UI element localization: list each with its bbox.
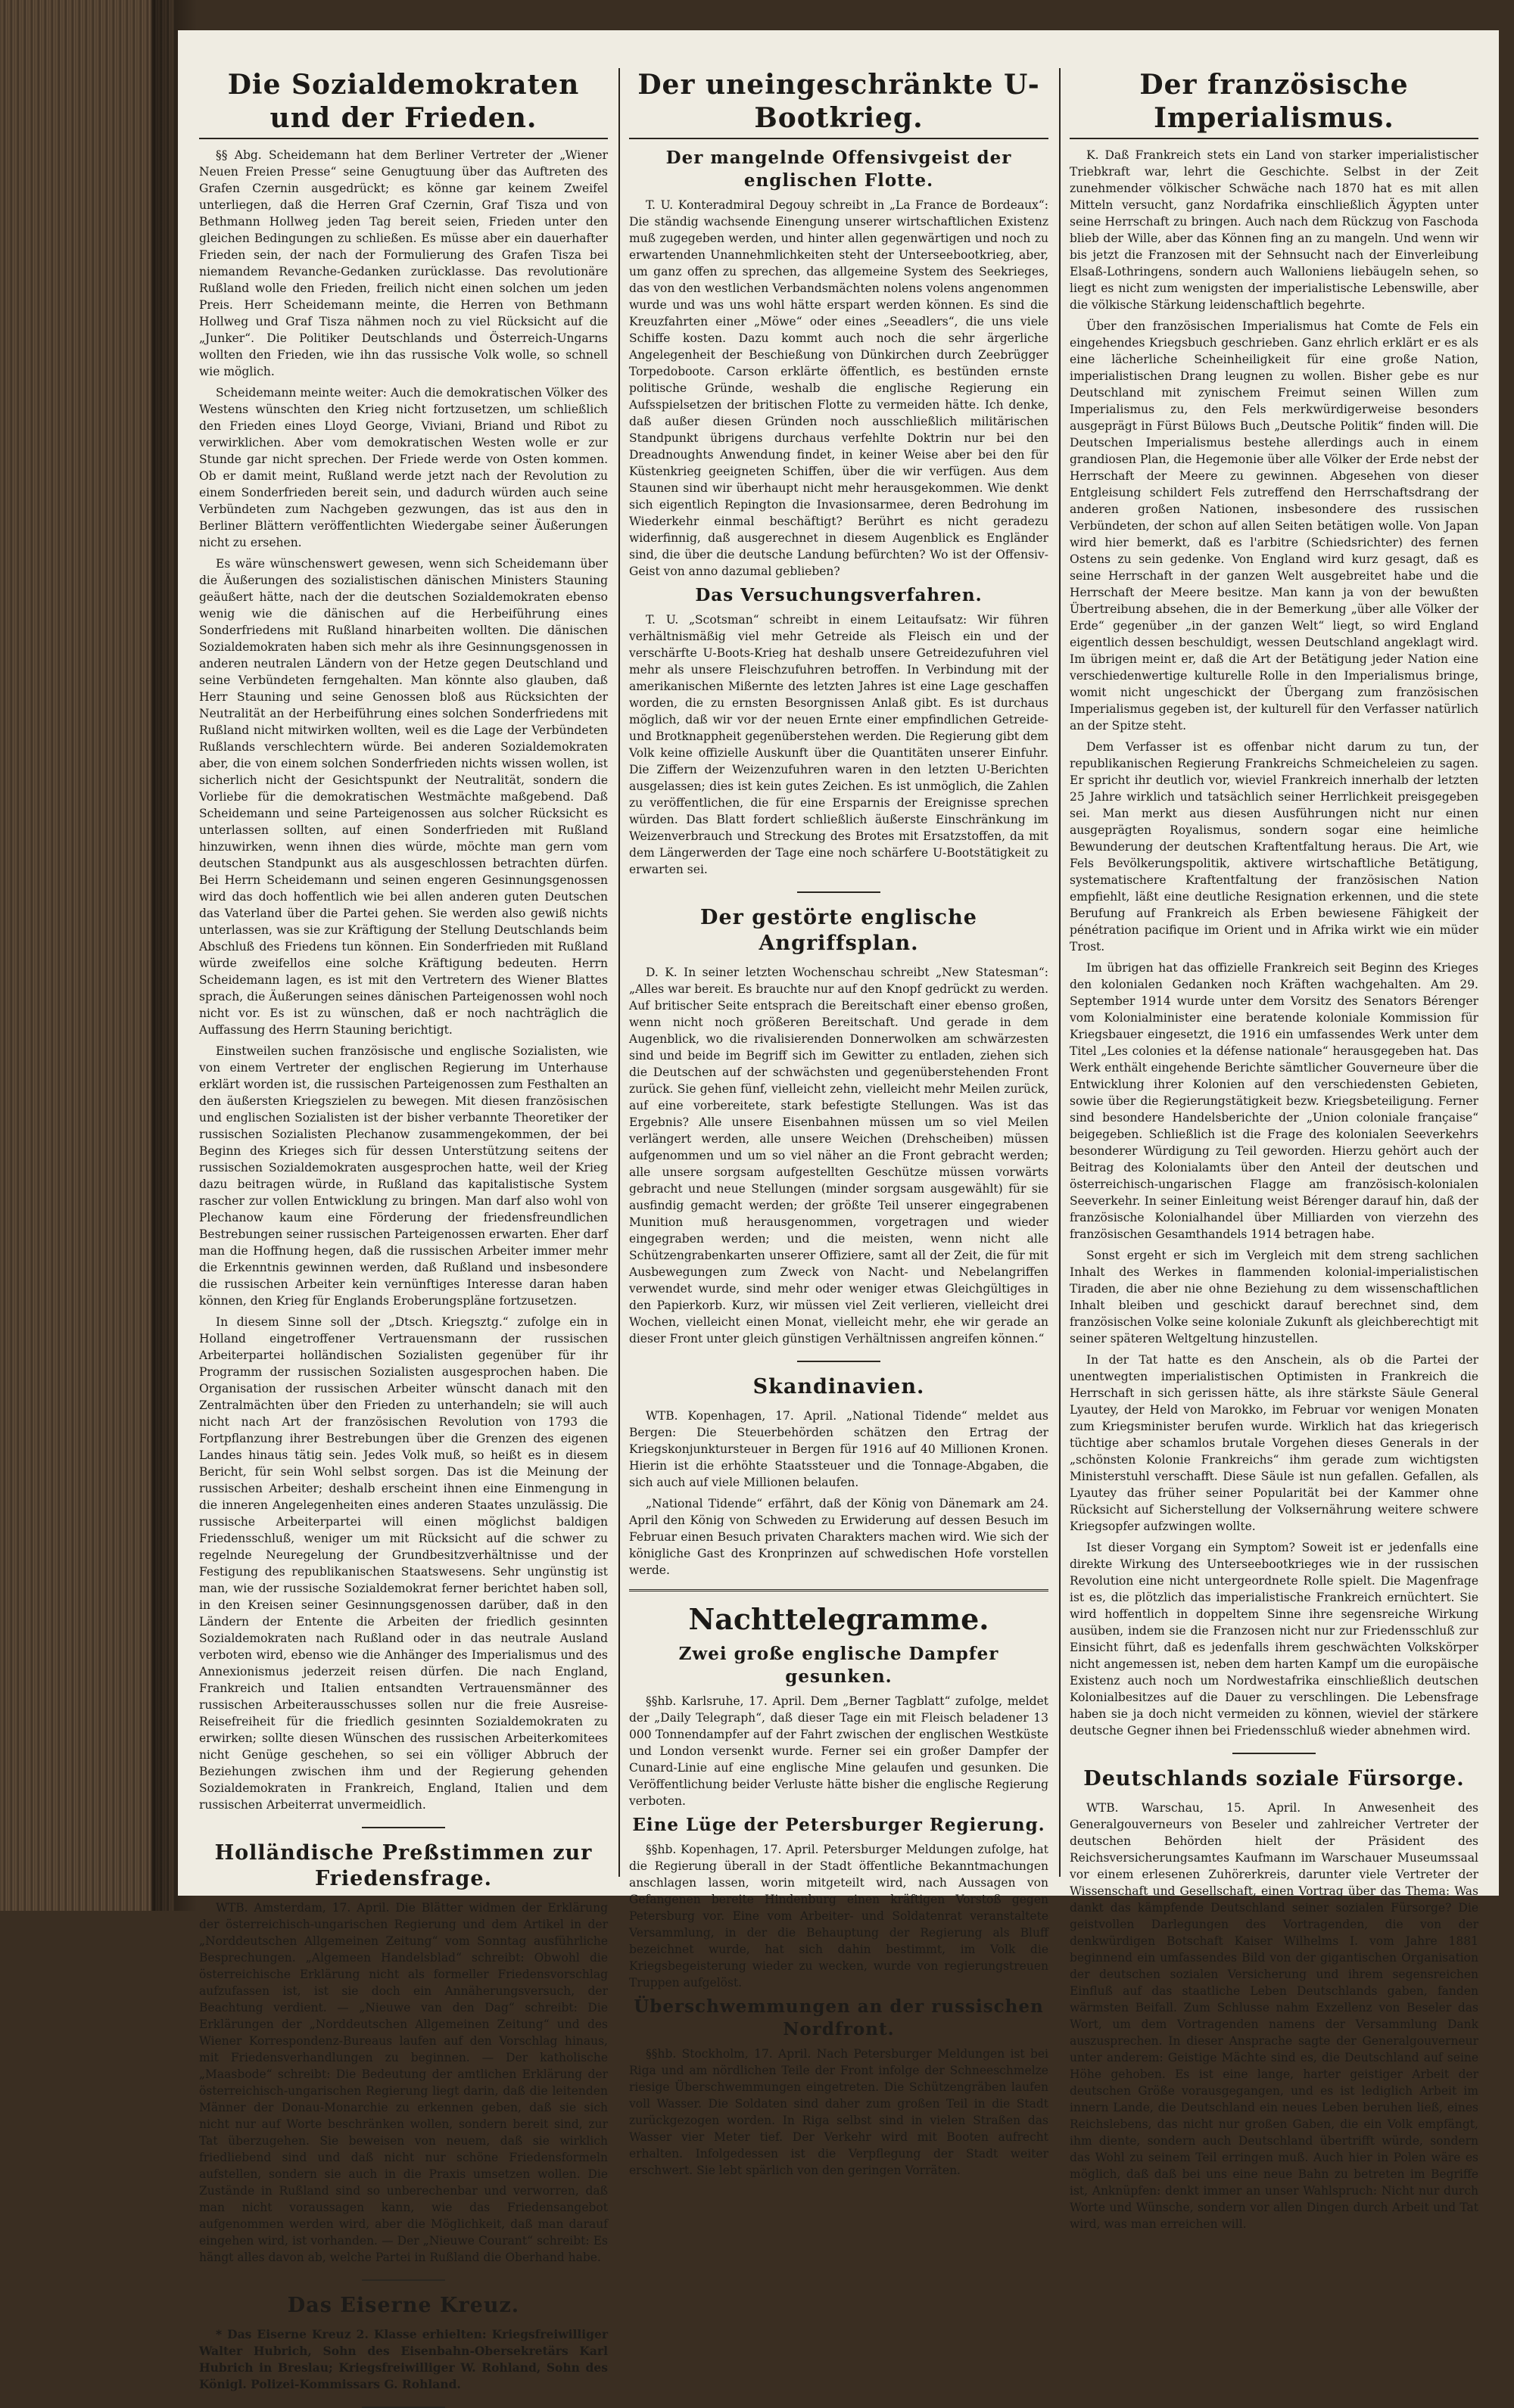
column-area — [199, 68, 1478, 2391]
article-paragraph: §§ Abg. Scheidemann hat dem Berliner Vertreter der „Wiener Neuen Freien Presse“ seine Genugtuung über das Auftreten des Grafen Czernin ausgedrückt; es könne gar keinem Zweifel unterliegen, daß die Herren Graf Czernin, Graf Tisza und von Bethmann Hollweg jeden Tag bereit seien, Frieden unter den gleichen Bedingungen zu schließen. Es müsse aber ein dauerhafter Frieden sein, der nach der Formulierung des Grafen Tisza bei niemandem Revanche-Gedanken zurücklasse. Das revolutionäre Rußland wolle den Frieden, freilich nicht einen solchen um jeden Preis. Herr Scheidemann meinte, die Herren von Bethmann Hollweg und Graf Tisza nähmen noch zu viel Rücksicht auf die „Junker“. Die Politiker Deutschlands und Österreich-Ungarns wollten den Frieden, wie ihn das russische Volk wolle, so schnell wie möglich. — [199, 148, 608, 378]
column-rule — [618, 68, 620, 1877]
headline-eiserne-kreuz: Das Eiserne Kreuz. — [287, 2294, 520, 2317]
subheadline-petersburger-regierung: Eine Lüge der Petersburger Regierung. — [632, 1815, 1045, 1835]
headline-u-bootkrieg: Der uneingeschränkte U-Bootkrieg. — [629, 68, 1048, 139]
headline-hollaendische-pressestimmen: Holländische Preßstimmen zur Friedensfrage. — [214, 1841, 593, 1890]
article-paragraph: WTB. Warschau, 15. April. In Anwesenheit des Generalgouverneurs von Beseler und zahlreicher Vertreter der deutschen Behörden hielt der Präsident des Reichsversicherungsamtes Kaufmann im Warschauer Museumssaal vor einem erlesenen Zuhörerkreis, darunter viele Vertreter der Wissenschaft und Gesellschaft, einen Vortrag über das Thema: Was dankt das kämpfende Deutschland seiner sozialen Fürsorge? Die geistvollen Darlegungen des Vortragenden, die von der denkwürdigen Botschaft Kaiser Wilhelms I. vom Jahre 1881 beginnend ein umfassendes Bild von der gigantischen Organisation der deutschen sozialen Versicherung und ihrem segensreichen Einfluß auf das staatliche Leben Deutschlands gaben, fanden wärmsten Beifall. Zum Schlusse nahm Exzellenz von Beseler das Wort, um dem Vortragenden namens der Versammlung Dank auszusprechen. In dieser Ansprache sagte der Generalgouverneur unter anderem: Geistige Mächte sind es, die Deutschland auf seine Höhe gehoben. Es ist eine lange, harter geistiger Arbeit der deutschen Größe vorausgegangen, und es ist lediglich Arbeit im innern Lande, die Deutschland ein neues Leben beruhen ließ, eines Reichslebens, das nicht nur großen Gaben, die ein Volk empfängt, ihm diente, sondern auch Deutschland übertrifft würde, sondern das Wohl zu seinem Teil erringen muß. Auch hier in Polen wäre es möglich, daß daß bei uns eine neue Bahn zu betreten im Begriffe ist, Anknüpfen: denkt immer an unser Wahlspruch: Nicht nur durch Worte und Wünsche, sondern vor allen Dingen durch Arbeit und Tat wird, was man erreichen will. — [1070, 1801, 1478, 2231]
headline-angriffsplan: Der gestörte englische Angriffsplan. — [700, 906, 977, 955]
section-divider — [362, 2279, 445, 2281]
article-paragraph: „National Tidende“ erfährt, daß der König von Dänemark am 24. April den König von Schweden zu Erwiderung auf dessen Besuch im Februar einen Besuch privaten Charakters machen wird. Wie sich der königliche Gast des Kronprinzen auf schwedischen Hofe vorstellen werde. — [629, 1497, 1048, 1577]
article-paragraph: Sonst ergeht er sich im Vergleich mit dem streng sachlichen Inhalt des Werkes in flammenden kolonial-imperialistischen Tiraden, die aber nie ohne Beziehung zu dem wissenschaftlichen Inhalt bleiben und geschickt darauf berechnet sind, dem französischen Volke seine koloniale Zukunft als gleichberechtigt mit seiner späteren Weltgeltung hinzustellen. — [1070, 1249, 1478, 1346]
article-paragraph: WTB. Kopenhagen, 17. April. „National Tidende“ meldet aus Bergen: Die Steuerbehörden schätzen den Ertrag der Kriegskonjunktursteuer in Bergen für 1916 auf 40 Millionen Kronen. Hierin ist die erhöhte Staatssteuer und die Tonnage-Abgaben, die sich auch auf viele Millionen belaufen. — [629, 1409, 1048, 1489]
article-paragraph: T. U. „Scotsman“ schreibt in einem Leitaufsatz: Wir führen verhältnismäßig viel mehr Getreide als Fleisch ein und der verschärfte U-Boots-Krieg hat deshalb unsere Getreidezufuhren viel mehr als unsere Fleischzufuhren betroffen. In Verbindung mit der amerikanischen Mißernte des letzten Jahres ist eine Lage geschaffen worden, die zu ernsten Besorgnissen Anlaß gibt. Es ist durchaus möglich, daß wir vor der neuen Ernte einer empfindlichen Getreide- und Brotknappheit gegenüberstehen werden. Die Regierung gibt dem Volk keine offizielle Auskunft über die Quantitäten unserer Einfuhr. Die Ziffern der Weizenzufuhren waren in den letzten U-Berichten ausgelassen; dies ist kein gutes Zeichen. Es ist unmöglich, die Zahlen zu veröffentlichen, die für eine Ersparnis der Ereignisse sprechen würden. Das Blatt fordert schließlich äußerste Einschränkung im Weizenverbrauch und Streckung des Brotes mit Ersatzstoffen, da mit dem Längerwerden der Tage eine noch schärfere U-Bootstätigkeit zu erwarten sei. — [629, 613, 1048, 876]
article-paragraph: §§hb. Stockholm, 17. April. Nach Petersburger Meldungen ist bei Riga und am nördlichen Teile der Front infolge der Schneeschmelze riesige Überschwemmungen eingetreten. Die Schützengräben laufen voll Wasser. Die Soldaten sind daher zum großen Teil in die Stadt zurückgezogen worden. In Riga selbst sind in vielen Straßen das Wasser vier Meter tief. Der Verkehr wird mit Booten aufrecht erhalten. Infolgedessen ist die Verpflegung der Stadt weiter erschwert. Sie lebt spärlich von den geringen Vorräten. — [629, 2047, 1048, 2177]
headline-soziale-fuersorge: Deutschlands soziale Fürsorge. — [1083, 1767, 1465, 1790]
article-paragraph: Ist dieser Vorgang ein Symptom? Soweit ist er jedenfalls eine direkte Wirkung des Unterseebootkrieges wie in der russischen Revolution eine nicht untergeordnete Rolle spielt. Die Magenfrage ist es, die plötzlich das imperialistische Frankreich ernüchtert. Sie wird hoffentlich in doppeltem Sinne ihre segensreiche Wirkung ausüben, indem sie die Franzosen nicht nur zur Friedensschluß zur Einsicht führt, daß es jedenfalls ihrem geschwächten Volkskörper nicht angemessen ist, neben dem harten Kampf um die europäische Existenz auch noch um Nordwestafrika einschließlich deutschen Kolonialbesitzes auf die Dauer zu verschlingen. Die Lebensfrage haben sie ja doch nicht vermeiden zu können, wieviel der stärkere deutsche Gegner ihnen bei Friedensschluß wieder abnehmen wird. — [1070, 1541, 1478, 1738]
article-paragraph: K. Daß Frankreich stets ein Land von starker imperialistischer Triebkraft war, lehrt die Geschichte. Selbst in der Zeit zunehmender völkischer Schwäche nach 1870 hat es mit allen Mitteln versucht, ganz Nordafrika einschließlich Ägypten unter seine Herrschaft zu bringen. Auch nach dem Rückzug von Faschoda blieb der Wille, aber das Können fing an zu mangeln. Und wenn wir bis jetzt die Franzosen mit der Sehnsucht nach der Einverleibung Elsaß-Lothringens, sondern auch Walloniens liebäugeln sehen, so liegt es nicht zum wenigsten der imperialistische Lebenswille, aber die völkische Stärkung leidenschaftlich begehrte. — [1070, 148, 1478, 312]
headline-franzoesischer-imperialismus: Der französische Imperialismus. — [1070, 68, 1478, 139]
column-rule — [1059, 68, 1061, 1877]
article-paragraph: Dem Verfasser ist es offenbar nicht darum zu tun, der republikanischen Regierung Frankreichs Schmeicheleien zu sagen. Er spricht ihr deutlich vor, wieviel Frankreich innerhalb der letzten 25 Jahre wirklich und tatsächlich seiner Herrlichkeit preisgegeben sei. Man merkt aus diesen Ausführungen nicht nur einen ausgeprägten Royalismus, sondern sogar eine heimliche Bewunderung der deutschen Kraftentfaltung heraus. Die Art, wie Fels Bevölkerungspolitik, aktivere wirtschaftliche Betätigung, systematischere Kraftentfaltung der französischen Nation empfiehlt, läßt eine deutliche Resignation erkennen, und die stete Berufung auf Frankreich als Erben bewiesene Fähigkeit der pénétration pacifique im Orient und in Afrika wirkt wie ein müder Trost. — [1070, 740, 1478, 954]
article-paragraph: D. K. In seiner letzten Wochenschau schreibt „New Statesman“: „Alles war bereit. Es brauchte nur auf den Knopf gedrückt zu werden. Auf britischer Seite entsprach die Bereitschaft einer ebenso großen, wenn nicht noch größeren Bereitschaft. Und gerade in dem Augenblick, wo die rivalisierenden Donnerwolken am schwärzesten sind und beide im Begriff sich im Gewitter zu entladen, ziehen sich die Deutschen auf der schwächsten und gegenüberstehenden Front zurück. Sie gehen fünf, vielleicht zehn, vielleicht mehr Meilen zurück, auf eine vorbereitete, stark befestigte Stellungen. Was ist das Ergebnis? Alle unsere Eisenbahnen müssen um so viel Meilen verlängert werden, alle unsere Weichen (Drehscheiben) müssen aufgenommen und um so viel näher an die Front gebracht werden; alle unsere sorgsam aufgestellten Geschütze müssen vorwärts gebracht und neue Stellungen (minder sorgsam ausgewählt) für sie ausfindig gemacht werden; der größte Teil unserer eingegrabenen Munition muß herausgenommen, vorgetragen und wieder eingegraben werden; und die meisten, wenn nicht alle Schützengrabenkarten unserer Offiziere, samt all der Zeit, die für mit Ausbewegungen zum Zweck von Nacht- und Nebelangriffen verwendet wurde, sind mehr oder weniger etwas Gleichgültiges in den Papierkorb. Kurz, wir müssen viel Zeit verlieren, vielleicht drei Wochen, vielleicht einen Monat, vielleicht mehr, ehe wir gerade an dieser Front unter gleich günstigen Verhältnissen angreifen können.“ — [629, 966, 1048, 1346]
section-divider — [797, 1361, 880, 1362]
subheadline-ueberschwemmungen: Überschwemmungen an der russischen Nordfront. — [634, 1996, 1044, 2039]
column-right — [1070, 68, 1478, 2231]
newspaper-page — [178, 30, 1499, 2391]
article-paragraph: §§hb. Kopenhagen, 17. April. Petersburger Meldungen zufolge, hat die Regierung überall in der Stadt öffentliche Bekanntmachungen anschlagen lassen, worin mitgeteilt wird, nach Aussagen von Gefangenen bereite Hindenburg einen kräftigen Vorstoß gegen Petersburg vor. Eine vom Arbeiter- und Soldatenrat veranstaltete Versammlung, in der die Behauptung der Regierung als Bluff bezeichnet wurde, hat sich dahin bestimmt, im Volk die Kriegsbegeisterung wieder zu wecken, wurde von regierungstreuen Truppen aufgelöst. — [629, 1843, 1048, 1990]
banner-rule — [629, 1589, 1048, 1591]
article-paragraph: In der Tat hatte es den Anschein, als ob die Partei der unentwegten imperialistischen Optimisten in Frankreich die Herrschaft in sich gerissen hätte, als ihre stärkste Säule General Lyautey, der Held von Marokko, im Februar vor wenigen Monaten zum Kriegsminister berufen wurde. Wirklich hat das kriegerisch tüchtige aber schamlos brutale Vorgehen dieses Generals in der „schönsten Kolonie Frankreichs“ ihm gerade zum wichtigsten Ministerstuhl verschafft. Diese Säule ist nun gefallen. Gefallen, als Lyautey das früher seiner Popularität bei der Kammer ohne Rücksicht auf Sicherstellung der Volksernährung weitere schwere Kriegsopfer aufzwingen wollte. — [1070, 1353, 1478, 1533]
column-middle — [629, 68, 1048, 2177]
headline-sozialdemokraten: Die Sozialdemokraten und der Frieden. — [199, 68, 608, 139]
headline-skandinavien: Skandinavien. — [752, 1375, 925, 1398]
article-paragraph: T. U. Konteradmiral Degouy schreibt in „La France de Bordeaux“: Die ständig wachsende Einengung unserer wirtschaftlichen Existenz muß zugegeben werden, und hinter allen gegenwärtigen und noch zu erwartenden Unannehmlichkeiten steht der Unterseebootkrieg, aber, um ganz offen zu sprechen, das allgemeine System des Seekrieges, das von den westlichen Verbandsmächten nolens volens angenommen wurde und was uns wohl hätte erspart werden können. Es sind die Kreuzfahrten einer „Möwe“ oder eines „Seeadlers“, die uns viele Schiffe kosten. Dazu kommt auch noch die sehr ärgerliche Angelegenheit der Beschießung von Dünkirchen durch Zeebrügger Torpedoboote. Carson erklärte öffentlich, es bestünden ernste politische Gründe, weshalb die englische Regierung ein Aufsspielsetzen der britischen Flotte zu vermeiden hätte. Ich denke, daß außer diesen Gründen noch ausschließlich militärischen Standpunkt übrigens durchaus verfehlte Doktrin nur bei den Dreadnoughts Anwendung findet, in keiner Weise aber bei den für Küstenkrieg geeigneten Schiffen, über die wir verfügen. Aus dem Staunen sind wir überhaupt nicht mehr herausgekommen. Wie denkt sich eigentlich Repington die Invasionsarmee, deren Bedrohung im Wiederkehr einmal beschäftigt? Berührt es nicht geradezu widerfinnig, daß ausgerechnet in diesem Augenblick es Engländer sind, die über die deutsche Landung befürchten? Wo ist der Offensiv-Geist von anno dazumal geblieben? — [629, 198, 1048, 578]
article-paragraph: Im übrigen hat das offizielle Frankreich seit Beginn des Krieges den kolonialen Gedanken noch Kräften wachgehalten. Am 29. September 1914 wurde unter dem Vorsitz des Senators Bérenger vom Kolonialminister eine beratende koloniale Kommission für Kriegsbauer eingesetzt, die 1916 ein umfassendes Werk unter dem Titel „Les colonies et la défense nationale“ herausgegeben hat. Das Werk enthält eingehende Berichte sämtlicher Gouverneure über die Entwicklung ihrer Kolonien auf den verschiedensten Gebieten, sowie über die Regierungstätigkeit bezw. Kriegsbeteiligung. Ferner sind besondere Handelsberichte der „Union coloniale française“ beigegeben. Schließlich ist die Frage des kolonialen Seeverkehrs besonderer Würdigung zu Teil geworden. Hierzu gehört auch der Beitrag des Kolonialamts über den Anteil der deutschen und österreichisch-ungarischen Flagge am französisch-kolonialen Seeverkehr. In seiner Einleitung weist Bérenger darauf hin, daß der französische Kolonialhandel über Milliarden von vierzehn des französischen Gesamthandels 1914 betragen habe. — [1070, 961, 1478, 1241]
article-paragraph: §§hb. Karlsruhe, 17. April. Dem „Berner Tagblatt“ zufolge, meldet der „Daily Telegraph“, daß dieser Tage ein mit Fleisch beladener 13 000 Tonnendampfer auf der Fahrt zwischen der englischen Westküste und London versenkt wurde. Ferner sei ein großer Dampfer der Cunard-Linie auf eine englische Mine gelaufen und gesunken. Die Veröffentlichung beider Verluste hätte bisher die englische Regierung verboten. — [629, 1694, 1048, 1808]
article-paragraph: In diesem Sinne soll der „Dtsch. Kriegsztg.“ zufolge ein in Holland eingetroffener Vertrauensmann der russischen Arbeiterpartei holländischen Sozialisten gegenüber für ihr Programm der russischen Sozialisten ausgesprochen haben. Die Organisation der russischen Arbeiter wünscht danach mit den Zentralmächten über den Frieden zu unterhandeln; sie will auch nicht nach Art der französischen Revolution von 1793 die Fortpflanzung ihrer Bestrebungen über die Grenzen des eigenen Landes hinaus tätig sein. Jedes Volk muß, so heißt es in diesem Bericht, für sein Wohl selbst sorgen. Das ist die Meinung der russischen Arbeiter; deshalb erscheint ihnen eine Einmengung in die inneren Angelegenheiten eines anderen Staates unzulässig. Die russische Arbeiterpartei will einen möglichst baldigen Friedensschluß, weniger um mit Rücksicht auf die schwer zu regelnde Neuregelung der Grundbesitzverhältnisse und der Festigung des republikanischen Staatswesens. Sehr ungünstig ist man, wie der russische Sozialdemokrat ferner berichtet haben soll, in den Kreisen seiner Gesinnungsgenossen darüber, daß in den Ländern der Entente die Arbeiten der friedlich gesinnten Sozialdemokraten nach Rußland oder in das neutrale Ausland verboten wird, ebenso wie die Anhänger des Imperialismus und des Annexionismus jederzeit reisen dürfen. Die nach England, Frankreich und Italien entsandten Vertrauensmänner des russischen Arbeiterausschusses sollen nur die freie Ausreise-Reisefreiheit für die friedlich gesinnten Sozialdemokraten zu erwirken; sollte diesen Wünschen des russischen Arbeiterkomitees nicht Genüge geschehen, so sei ein völliger Abbruch der Beziehungen zwischen ihm und der Regierung gehenden Sozialdemokraten in Frankreich, England, Italien und dem russischen Arbeiterrat unvermeidlich. — [199, 1315, 608, 1812]
subheadline-dampfer-gesunken: Zwei große englische Dampfer gesunken. — [678, 1644, 999, 1687]
article-paragraph: Über den französischen Imperialismus hat Comte de Fels ein eingehendes Kriegsbuch geschrieben. Ganz ehrlich erklärt er es als eine lächerliche Scheinheiligkeit für eine große Nation, imperialistischen Drang leugnen zu wollen. Bisher gebe es nur Deutschland mit zynischem Freimut seinen Willen zum Imperialismus zu, den Fels merkwürdigerweise besonders ausgeprägt in Fürst Bülows Buch „Deutsche Politik“ finden will. Die Deutschen Imperialismus bestehe allerdings auch in einem grandiosen Plan, die Hegemonie über alle Völker der Erde nebst der Herrschaft der Meere zu gewinnen. Abgesehen von dieser Entgleisung schildert Fels zutreffend den Herrschaftsdrang der anderen großen Nationen, insbesondere des russischen Verbündeten, der schon auf allen Seiten betätigen wolle. Von Japan wird hier bemerkt, daß es l'arbitre (Schiedsrichter) des fernen Ostens zu sein gedenke. Von England wird kurz gesagt, daß es seine Herrschaft in der ganzen Welt ausgebreitet habe und die Herrschaft der Meere besitze. Man kann ja von der bewußten Übertreibung absehen, die in der Bemerkung „über alle Völker der Erde“ gegenüber „in der ganzen Welt“ liegt, so wird England eigentlich dessen beschuldigt, wessen Deutschland angeklagt wird. Im übrigen meint er, daß die Art der Betätigung jeder Nation eine verschiedenwertige kulturelle Rolle in den Imperialismus bringe, womit nicht ungeschickt der Übergang zum französischen Imperialismus gegeben ist, der kulturell für den Verfasser natürlich an der Spitze steht. — [1070, 319, 1478, 733]
subheadline-offensivgeist: Der mangelnde Offensivgeist der englischen Flotte. — [665, 148, 1012, 191]
book-binding-edge — [0, 0, 174, 1911]
article-paragraph: Scheidemann meinte weiter: Auch die demokratischen Völker des Westens wünschten den Krieg nicht fortzusetzen, um schließlich den Frieden eines Lloyd George, Viviani, Briand und Ribot zu verwirklichen. Aber vom demokratischen Westen wolle er zur Stunde gar nicht sprechen. Der Friede werde von Osten kommen. Ob er damit meint, Rußland werde jetzt nach der Revolution zu einem Sonderfrieden bereit sein, und dadurch würden auch seine Verbündeten zum Nachgeben gezwungen, das ist aus den in Berliner Blättern veröffentlichten Wiedergabe seiner Äußerungen nicht zu ersehen. — [199, 386, 608, 549]
article-paragraph: WTB. Amsterdam, 17. April. Die Blätter widmen der Erklärung der österreichisch-ungarischen Regierung und dem Artikel in der „Norddeutschen Allgemeinen Zeitung“ vom Sonntag ausführliche Besprechungen. „Algemeen Handelsblad“ schreibt: Obwohl die österreichische Erklärung nicht als formeller Friedensvorschlag aufzufassen ist, ist sie doch ein Annäherungsversuch, der Beachtung verdient. — „Nieuwe van den Dag“ schreibt: Die Erklärungen der „Norddeutschen Allgemeinen Zeitung“ und des Wiener Korrespondenz-Bureaus laufen auf den Vorschlag hinaus, mit Friedensverhandlungen zu beginnen. — Der katholische „Maasbode“ schreibt: Die Bedeutung der amtlichen Erklärung der österreichisch-ungarischen Regierung liegt darin, daß die leitenden Männer der Donau-Monarchie zu erkennen geben, daß sie sich nicht nur auf Worte beschränken wollen, sondern bereit sind, zur Tat überzugehen. Sie beweisen von neuem, daß sie wirklich friedliebend sind und daß nicht nur schöne Friedensformeln aufstellen, sondern sie auch in die Praxis umsetzen wollen. Die Zustände in Rußland sind so unberechenbar und verworren, daß man nicht voraussagen kann, wie das Friedensangebot aufgenommen werden wird, aber die Möglichkeit, daß man darauf eingehen wird, ist vorhanden. — Der „Nieuwe Courant“ schreibt: Es hängt alles davon ab, welche Partei in Rußland die Oberhand habe. — [199, 1901, 608, 2264]
subheadline-versuchungsverfahren: Das Versuchungsverfahren. — [695, 585, 983, 605]
article-paragraph: Es wäre wünschenswert gewesen, wenn sich Scheidemann über die Äußerungen des sozialistischen dänischen Ministers Stauning geäußert hätte, nach der die deutschen Sozialdemokraten ebenso wenig wie die dänischen auf die Herbeiführung eines Sonderfriedens mit Rußland hinarbeiten wollten. Die dänischen Sozialdemokraten haben sich mehr als ihre Gesinnungsgenossen in anderen neutralen Ländern von der Hetze gegen Deutschland und seine Verbündeten ferngehalten. Man könnte also glauben, daß Herr Stauning und seine Genossen bloß aus Rücksichten der Neutralität an der Herbeiführung eines solchen Sonderfriedens mit Rußland nicht mitwirken wollten, weil es die Lage der Verbündeten Rußlands verschlechtern würde. Bei anderen Sozialdemokraten aber, die von einem solchen Sonderfrieden nichts wissen wollen, ist sicherlich nicht der Gesichtspunkt der Neutralität, sondern die Vorliebe für die demokratischen Westmächte maßgebend. Daß Scheidemann und seine Parteigenossen aus solcher Rücksicht es unterlassen sollten, auf einen Sonderfrieden mit Rußland hinzuwirken, wenn ihnen dies würde, möchte man gern vom deutschen Standpunkt aus als ausgeschlossen betrachten dürfen. Bei Herrn Scheidemann und seinen engeren Gesinnungsgenossen wird das doch hoffentlich wie bei allen anderen guten Deutschen das Vaterland über die Partei gehen. Sie werden also gewiß nichts unterlassen, was sie zur Kräftigung der Stellung Deutschlands beim Abschluß des Friedens tun können. Ein Sonderfrieden mit Rußland würde zweifellos eine solche Kräftigung bedeuten. Herrn Scheidemann lagen, es ist mit den Vertretern des Wiener Blattes sprach, die Äußerungen seines dänischen Parteigenossen wohl noch nicht vor. Es ist zu wünschen, daß er noch nachträglich die Auffassung des Herrn Stauning berichtigt. — [199, 557, 608, 1037]
section-divider — [797, 891, 880, 893]
article-paragraph: Einstweilen suchen französische und englische Sozialisten, wie von einem Vertreter der englischen Regierung im Unterhause erklärt worden ist, die russischen Parteigenossen zum Festhalten an den äußersten Kriegszielen zu bewegen. Mit diesen französischen und englischen Sozialisten ist der bisher verbannte Theoretiker der russischen Sozialisten Plechanow zusammengekommen, der bei Beginn des Krieges sich für dessen Unterstützung seitens der russischen Sozialdemokraten ausgesprochen hatte, weil der Krieg dazu beitragen würde, in Rußland das kapitalistische System rascher zur vollen Entwicklung zu bringen. Man darf also wohl von Plechanow kaum eine Förderung der friedensfreundlichen Bestrebungen seiner russischen Parteigenossen erwarten. Eher darf man die Hoffnung hegen, daß die russischen Arbeiter immer mehr die Erkenntnis gewinnen werden, daß Rußland und insbesondere die russischen Arbeiter kein vernünftiges Interesse daran haben können, den Krieg für Englands Eroberungspläne fortzusetzen. — [199, 1044, 608, 1308]
column-left — [199, 68, 608, 2391]
headline-nachttelegramme: Nachttelegramme. — [688, 1602, 989, 1636]
article-paragraph: * Das Eiserne Kreuz 2. Klasse erhielten: Kriegsfreiwilliger Walter Hubrich, Sohn des Eisenbahn-Obersekretärs Karl Hubrich in Breslau; Kriegsfreiwilliger W. Rohland, Sohn des Königl. Polizei-Kommissars G. Rohland. — [199, 2327, 608, 2391]
section-divider — [1232, 1753, 1316, 1754]
section-divider — [362, 1827, 445, 1828]
